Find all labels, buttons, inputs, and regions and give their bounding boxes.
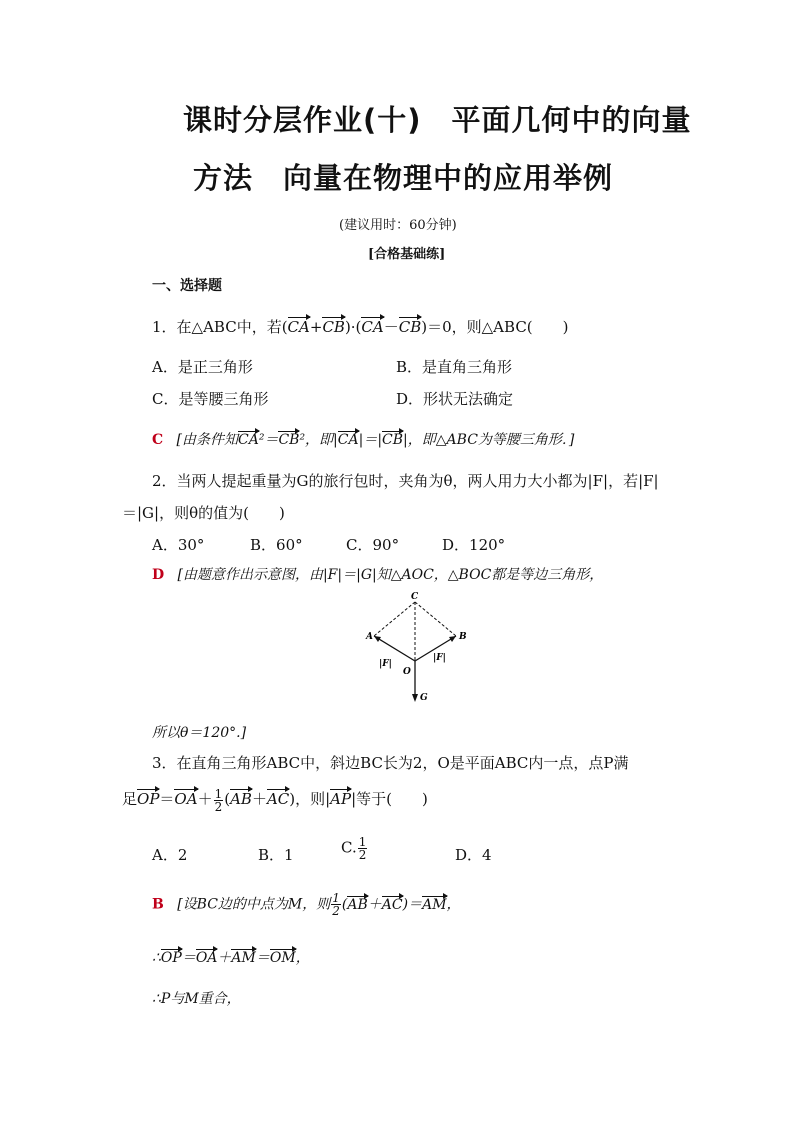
q3-text: 足 <box>122 790 138 808</box>
vector-oa: OA <box>174 786 197 808</box>
q2-option-d: D．120° <box>442 536 506 554</box>
vector-ap: AP <box>330 786 351 808</box>
fraction-numerator: 1 <box>358 835 367 849</box>
q3-exp-text: ＝ <box>255 950 270 966</box>
q3-option-c <box>341 836 368 861</box>
label-o: O <box>403 667 411 677</box>
q1-exp-text: ²，即| <box>299 432 338 448</box>
fraction-one-half <box>214 788 224 813</box>
dashed-line-cb <box>415 602 456 636</box>
q3-exp-text: ， <box>446 896 461 913</box>
vector-am: AM <box>231 946 255 966</box>
q3-text: ( <box>224 790 231 808</box>
vector-om: OM <box>270 946 296 966</box>
vector-cb: CB <box>322 314 345 336</box>
label-b: B <box>459 632 467 642</box>
q2-exp-text: [由题意作出示意图，由|F|＝|G|知△AOC，△BOC都是等边三角形， <box>177 567 604 583</box>
question-3-stem-line-1: 3．在直角三角形ABC中，斜边BC长为2，O是平面ABC内一点，点P满 <box>152 754 629 772</box>
q3-exp-text: )＝ <box>402 896 423 913</box>
q2-explanation <box>152 564 603 584</box>
vector-cb: CB <box>278 428 299 448</box>
q2-option-a: A．30° <box>152 536 205 554</box>
vector-ac: AC <box>267 786 289 808</box>
vector-am: AM <box>422 893 446 913</box>
vector-oa: OA <box>196 946 218 966</box>
q1-exp-text: [由条件知 <box>176 432 238 448</box>
vector-ca: CA <box>338 428 359 448</box>
fraction-numerator: 1 <box>214 786 223 801</box>
vector-ca: CA <box>238 428 259 448</box>
q3-text: )，则| <box>289 790 331 808</box>
question-3-stem-line-2 <box>122 786 428 813</box>
vector-op: OP <box>161 946 182 966</box>
page-title-line-1: 课时分层作业(十) 平面几何中的向量 <box>183 103 692 137</box>
dashed-line-ca <box>374 602 415 636</box>
q2-option-b: B．60° <box>250 536 303 554</box>
q1-option-a: A．是正三角形 <box>152 358 253 376</box>
q1-text: 1．在△ABC中，若( <box>152 318 288 336</box>
time-hint: (建议用时：60分钟) <box>339 218 457 233</box>
q1-exp-text: |，即△ABC为等腰三角形．] <box>403 432 575 448</box>
q1-plus: + <box>309 318 323 336</box>
q3-text: ＋ <box>197 790 213 808</box>
vector-ac: AC <box>382 893 403 913</box>
q3-exp-text: [设BC边的中点为M，则 <box>177 896 331 913</box>
label-f-left: |F| <box>379 659 392 669</box>
q2-option-c: C．90° <box>346 536 400 554</box>
fraction-denominator: 2 <box>214 799 223 814</box>
vector-ab: AB <box>347 893 367 913</box>
q3-option-d: D．4 <box>455 846 492 864</box>
q1-option-d: D．形状无法确定 <box>396 390 514 408</box>
q1-minus: － <box>383 318 399 336</box>
q3-option-b: B．1 <box>258 846 294 864</box>
fraction-one-half <box>358 836 368 861</box>
q3-explanation-line-2 <box>152 946 310 967</box>
fraction-numerator: 1 <box>332 891 340 905</box>
q2-explanation-end: 所以θ＝120°.] <box>152 725 247 741</box>
label-g: G <box>420 693 428 703</box>
q3-option-c-label: C. <box>341 838 357 857</box>
label-c: C <box>411 592 419 602</box>
fraction-denominator: 2 <box>332 904 340 918</box>
vector-ab: AB <box>230 786 252 808</box>
q3-exp-text: ＋ <box>217 950 232 966</box>
section-heading: 一、选择题 <box>152 278 222 294</box>
vector-ca: CA <box>361 314 383 336</box>
question-2-stem-line-2: ＝|G|，则θ的值为( ) <box>122 504 285 522</box>
arrowhead-down-icon <box>412 694 418 702</box>
q3-text: |等于( ) <box>351 790 428 808</box>
q3-answer-letter: B <box>152 896 164 913</box>
q3-exp-text: ( <box>341 896 348 913</box>
q3-exp-text: ∴ <box>152 950 161 966</box>
q3-text: ＝ <box>159 790 175 808</box>
q1-option-c: C．是等腰三角形 <box>152 390 269 408</box>
vector-ca: CA <box>288 314 310 336</box>
q3-exp-text: ＝ <box>181 950 196 966</box>
q1-exp-text: |＝| <box>358 432 383 448</box>
q3-explanation-line-3: ∴P与M重合， <box>152 991 241 1007</box>
page-title-line-2: 方法 向量在物理中的应用举例 <box>193 161 614 195</box>
q3-text: ＋ <box>251 790 267 808</box>
force-arrow-left <box>374 636 415 661</box>
q3-exp-text: ＋ <box>367 896 382 913</box>
label-a: A <box>366 632 373 642</box>
q1-tail: )＝0，则△ABC( ) <box>421 318 569 336</box>
q3-explanation-line-1 <box>152 892 461 917</box>
fraction-denominator: 2 <box>358 848 367 862</box>
vector-cb: CB <box>382 428 403 448</box>
q2-answer-letter: D <box>152 567 165 583</box>
question-1-stem <box>152 314 569 337</box>
question-2-stem-line-1: 2．当两人提起重量为G的旅行包时，夹角为θ，两人用力大小都为|F|，若|F| <box>152 472 659 490</box>
section-label: [合格基础练] <box>368 247 446 262</box>
q3-exp-text: ， <box>295 950 310 966</box>
force-diagram <box>360 588 470 708</box>
q3-option-a: A．2 <box>152 846 188 864</box>
label-f-right: |F| <box>433 653 446 663</box>
q1-dot: )·( <box>344 318 362 336</box>
vector-cb: CB <box>399 314 422 336</box>
q1-exp-text: ²＝ <box>258 432 279 448</box>
fraction-one-half <box>331 892 341 917</box>
q1-option-b: B．是直角三角形 <box>396 358 513 376</box>
vector-op: OP <box>137 786 159 808</box>
q1-explanation <box>152 428 574 449</box>
q1-answer-letter: C <box>152 432 164 448</box>
